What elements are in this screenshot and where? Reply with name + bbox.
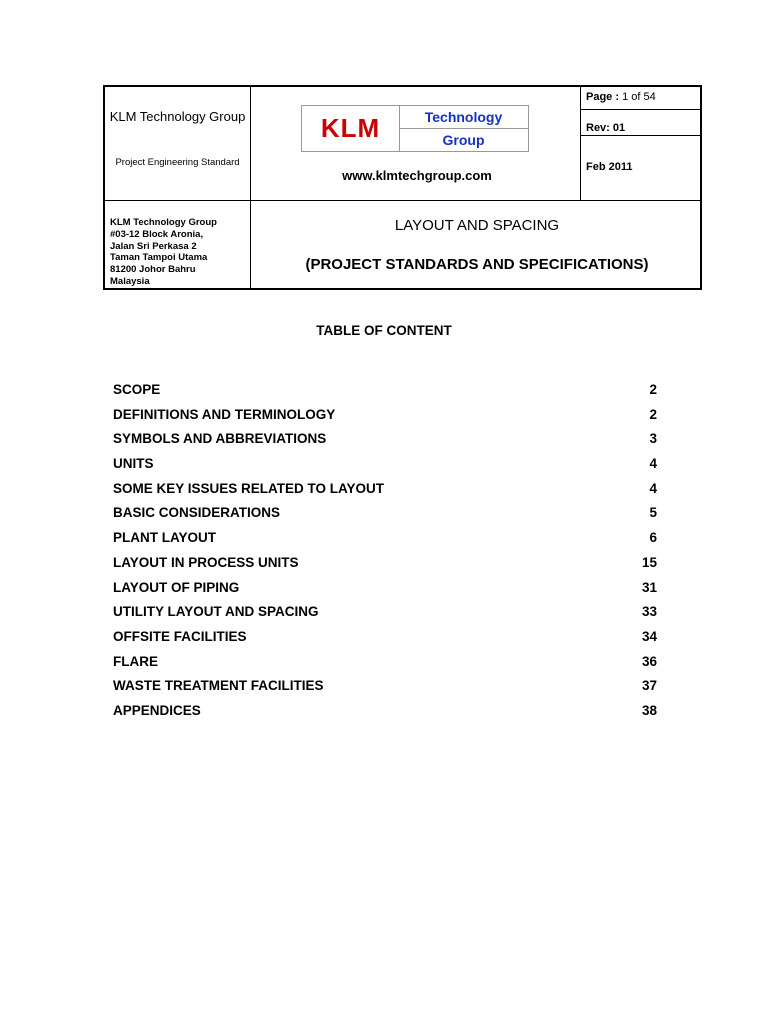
toc-entry-page: 38	[641, 702, 657, 718]
toc-entry[interactable]	[113, 551, 657, 576]
toc-entry[interactable]	[113, 427, 657, 452]
company-name: KLM Technology Group	[109, 109, 246, 124]
toc-entry-page: 2	[649, 406, 657, 422]
toc-entry-title: FLARE	[113, 653, 158, 669]
toc-entry-title: WASTE TREATMENT FACILITIES	[113, 678, 324, 694]
toc-entry[interactable]	[113, 625, 657, 650]
toc-entry-title: BASIC CONSIDERATIONS	[113, 505, 281, 521]
toc-entry-title: SYMBOLS AND ABBREVIATIONS	[113, 431, 327, 447]
toc-entry-title: SOME KEY ISSUES RELATED TO LAYOUT	[113, 480, 385, 496]
header-divider	[580, 135, 700, 136]
toc-entry-title: APPENDICES	[113, 702, 201, 718]
toc-entry-page: 5	[649, 505, 657, 521]
document-type: Project Engineering Standard	[115, 157, 240, 168]
logo-line-technology: Technology	[399, 106, 528, 129]
toc-entry-page: 33	[641, 604, 657, 620]
toc-entry[interactable]	[113, 452, 657, 477]
address-line: Taman Tampoi Utama	[110, 252, 208, 264]
address-line: Malaysia	[110, 275, 150, 287]
toc-heading: TABLE OF CONTENT	[316, 323, 452, 338]
toc-entry-page: 15	[641, 554, 657, 570]
toc-entry-title: UTILITY LAYOUT AND SPACING	[113, 604, 319, 620]
toc-entry-title: LAYOUT IN PROCESS UNITS	[113, 554, 299, 570]
toc-entry-title: SCOPE	[113, 382, 161, 397]
toc-entry-page: 34	[641, 628, 657, 644]
toc-entry-page: 36	[641, 653, 657, 669]
revision-date: Feb 2011	[586, 161, 633, 173]
toc-entry-title: UNITS	[113, 456, 154, 472]
address-line: Jalan Sri Perkasa 2	[110, 240, 197, 252]
toc-entry-page: 6	[649, 530, 657, 546]
toc-entry[interactable]	[113, 699, 657, 724]
toc-entry-page: 3	[649, 431, 657, 447]
toc-entry[interactable]	[113, 674, 657, 699]
revision-number: Rev: 01	[586, 122, 626, 134]
toc-entry-page: 37	[641, 678, 657, 694]
logo-mark: KLM	[302, 106, 400, 151]
toc-entry-title: OFFSITE FACILITIES	[113, 628, 247, 644]
website-url: www.klmtechgroup.com	[342, 168, 492, 183]
document-subtitle: (PROJECT STANDARDS AND SPECIFICATIONS)	[305, 256, 649, 273]
toc-entry[interactable]	[113, 650, 657, 675]
page-value: 1 of 54	[622, 91, 656, 103]
toc-entry-page: 4	[649, 456, 657, 472]
page-indicator	[586, 91, 656, 103]
toc-entry[interactable]	[113, 576, 657, 601]
toc-entry-page: 4	[649, 480, 657, 496]
header-divider	[580, 87, 581, 201]
toc-entry[interactable]	[113, 477, 657, 502]
toc-entry[interactable]	[113, 378, 657, 403]
toc-entry[interactable]	[113, 403, 657, 428]
header-divider	[580, 109, 700, 110]
toc-entry-title: PLANT LAYOUT	[113, 530, 217, 546]
document-header-table	[103, 85, 702, 290]
address-line: KLM Technology Group	[110, 217, 217, 228]
document-title: LAYOUT AND SPACING	[394, 217, 560, 234]
toc-entry[interactable]	[113, 600, 657, 625]
toc-entry-page: 2	[649, 382, 657, 397]
company-logo	[301, 105, 529, 152]
logo-line-group: Group	[442, 132, 485, 148]
toc-entry[interactable]	[113, 501, 657, 526]
address-line: #03-12 Block Aronia,	[110, 228, 204, 240]
toc-entry-page: 31	[641, 579, 657, 595]
header-divider	[105, 200, 700, 201]
toc-entry-title: LAYOUT OF PIPING	[113, 579, 240, 595]
table-of-contents	[113, 378, 657, 724]
page-label: Page :	[586, 91, 620, 103]
toc-entry[interactable]	[113, 526, 657, 551]
toc-entry-title: DEFINITIONS AND TERMINOLOGY	[113, 406, 336, 422]
address-line: 81200 Johor Bahru	[110, 264, 196, 276]
company-address	[110, 217, 255, 288]
